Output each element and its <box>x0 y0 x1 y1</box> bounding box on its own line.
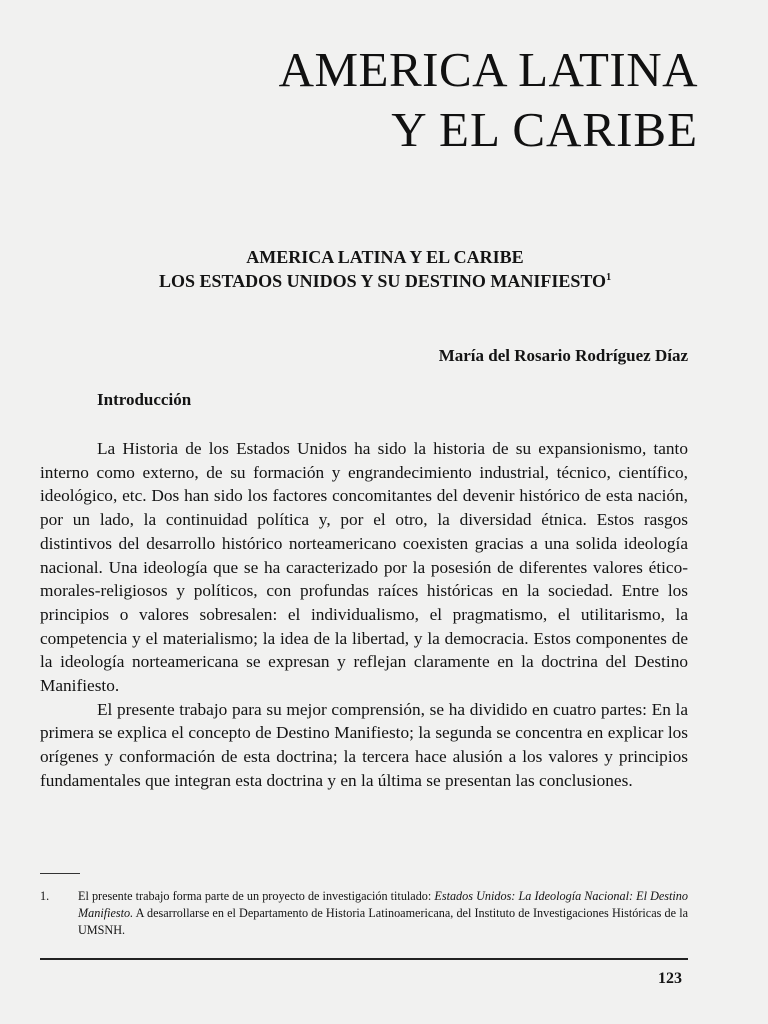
section-title-line2: Y EL CARIBE <box>391 102 698 157</box>
footnote-text-italic: Estados Unidos: La Ideología Nacional: El Destino Manifiesto. <box>78 889 688 920</box>
section-title-line1: AMERICA LATINA <box>278 42 698 97</box>
title-footnote-marker: 1 <box>606 272 612 283</box>
footnote-text <box>78 888 688 939</box>
footnote-text-before: El presente trabajo forma parte de un proyecto de investigación titulado: <box>78 889 435 903</box>
footnote-divider <box>40 873 80 874</box>
body-text <box>40 437 688 793</box>
page-bottom-rule <box>40 958 688 960</box>
article-title <box>40 245 730 293</box>
author-name: María del Rosario Rodríguez Díaz <box>438 346 688 365</box>
article-title-line1: AMERICA LATINA Y EL CARIBE <box>246 247 524 267</box>
footnote <box>40 888 688 939</box>
paragraph-2: El presente trabajo para su mejor comprensión, se ha dividido en cuatro partes: En la primera se explica el concepto de Destino Manifiesto; la segunda se concentra en explicar los orígenes y conformación de esta doctrina; la tercera hace alusión a los valores y principios fundamentales que integran esta doctrina y en la última se presentan las conclusiones. <box>40 699 688 790</box>
intro-heading: Introducción <box>97 390 192 409</box>
footnote-number: 1. <box>40 889 50 903</box>
section-title <box>158 40 698 160</box>
paragraph-1: La Historia de los Estados Unidos ha sido la historia de su expansionismo, tanto interno como externo, de su formación y engrandecimiento industrial, técnico, científico, ideológico, etc. Dos han sido los factores concomitantes del devenir histórico de esta nación, por un lado, la continuidad política y, por el otro, la diversidad étnica. Estos rasgos distintivos del desarrollo histórico norteamericano coexisten gracias a una solida ideología nacional. Una ideología que se ha caracterizado por la posesión de diferentes valores ético-morales-religiosos y políticos, con profundas raíces históricas en la sociedad. Entre los principios o valores sobresalen: el individualismo, el pragmatismo, el utilitarismo, la competencia y el materialismo; la idea de la libertad, y la democracia. Estos componentes de la ideología norteamericana se expresan y reflejan claramente en la doctrina del Destino Manifiesto. <box>40 439 688 696</box>
footnote-text-after: A desarrollarse en el Departamento de Historia Latinoamericana, del Instituto de Investigaciones Históricas de la UMSNH. <box>78 906 688 937</box>
page-number: 123 <box>658 970 682 987</box>
article-title-line2 <box>40 269 730 293</box>
article-title-line2-text: LOS ESTADOS UNIDOS Y SU DESTINO MANIFIESTO <box>158 271 607 291</box>
